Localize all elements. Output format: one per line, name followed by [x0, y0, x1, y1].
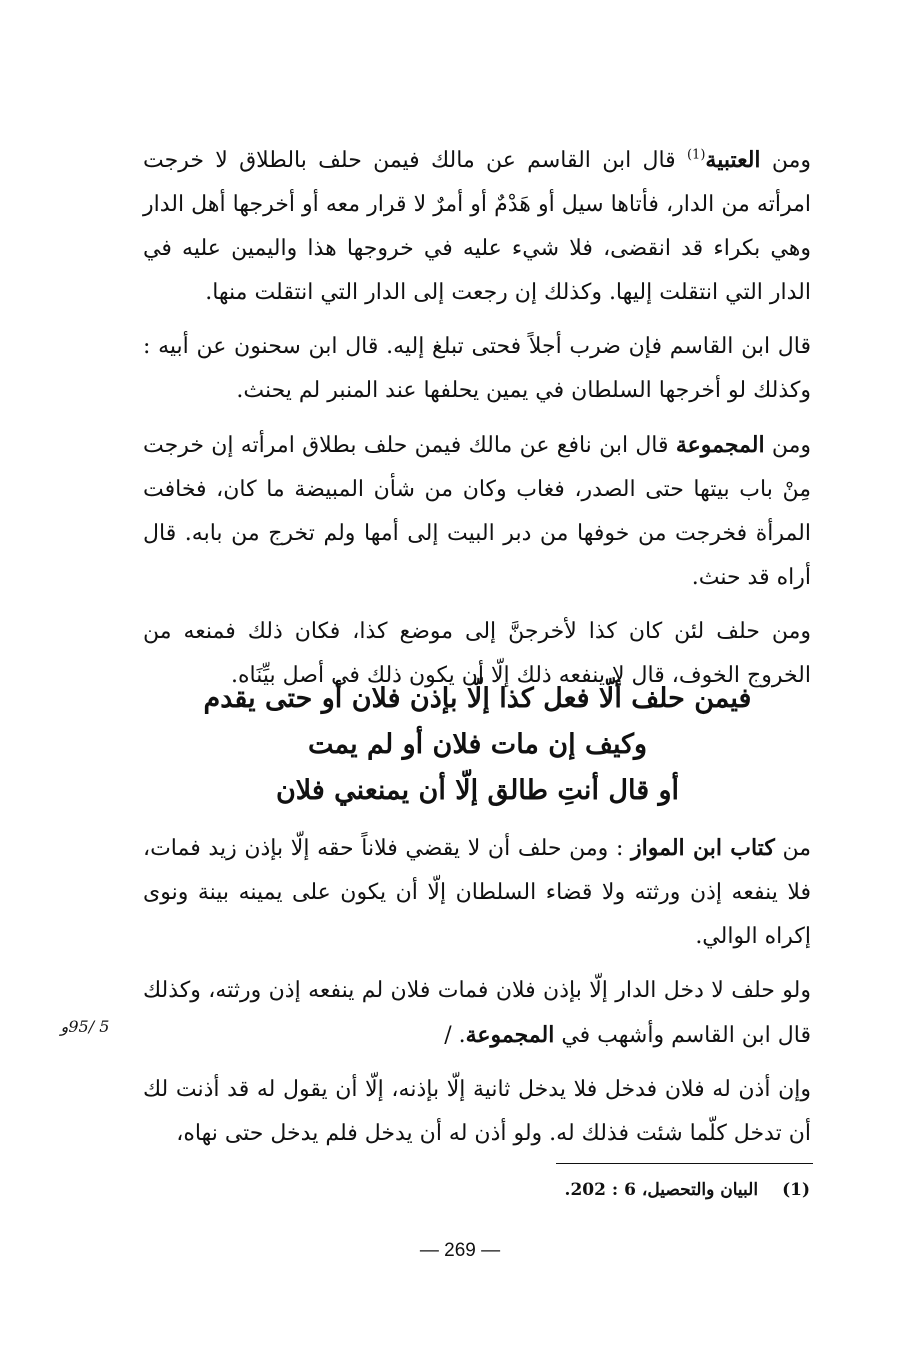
- source-name-utbiyya: العتبية: [705, 147, 761, 173]
- paragraph-6: [143, 969, 811, 1058]
- body-text-bottom: [143, 826, 811, 1156]
- paragraph-4-text: ومن حلف لئن كان كذا لأخرجنَّ إلى موضع كذا، فكان ذلك فمنعه من الخروج الخوف، قال لا ينفعه ذلك إلّا أن يكون ذلك في أصل بيِّنَاه.: [143, 619, 811, 688]
- footnote-divider: [556, 1163, 813, 1164]
- paragraph-3: [143, 423, 811, 600]
- footnote: [460, 1175, 810, 1205]
- paragraph-5-text: : ومن حلف أن لا يقضي فلاناً حقه إلّا بإذن زيد فمات، فلا ينفعه إذن ورثته ولا قضاء السلطان إلّا أن يكون على يمينه بينة ونوى إكراه الوالي.: [143, 836, 811, 949]
- heading-line-1: فيمن حلف ألّا فعل كذا إلّا بإذن فلان أو حتى يقدم: [203, 683, 752, 714]
- footnote-ref: (1): [686, 147, 706, 163]
- paragraph-5-lead: من: [774, 836, 811, 861]
- paragraph-7-text: وإن أذن له فلان فدخل فلا يدخل ثانية إلّا بإذنه، إلّا أن يقول له قد أذنت لك أن تدخل كلّما شئت فذلك له. ولو أذن له أن يدخل فلم يدخل حتى نهاه،: [143, 1077, 811, 1146]
- paragraph-6-tail: . /: [444, 1023, 466, 1048]
- source-name-ibn-mawwaz: كتاب ابن المواز: [631, 835, 775, 861]
- paragraph-5: [143, 826, 811, 959]
- source-name-majmua: المجموعة: [675, 432, 765, 458]
- footnote-text: البيان والتحصيل، 6 : 202.: [564, 1180, 759, 1200]
- paragraph-1-text: قال ابن القاسم عن مالك فيمن حلف بالطلاق لا خرجت امرأته من الدار، فأتاها سيل أو هَدْمٌ أو أمرٌ لا قرار معه أو أخرجها أهل الدار وهي بكراء قد انقضى، فلا شيء عليه في خروجها هذا واليمين عليه في الدار التي انتقلت إليها. وكذلك إن رجعت إلى الدار التي انتقلت منها.: [143, 148, 811, 305]
- page-number: — 269 —: [419, 1240, 501, 1261]
- footnote-number: (1): [782, 1180, 810, 1200]
- paragraph-1: [143, 138, 811, 315]
- heading-line-2: وكيف إن مات فلان أو لم يمت: [307, 729, 648, 760]
- paragraph-2-text: قال ابن القاسم فإن ضرب أجلاً فحتى تبلغ إليه. قال ابن سحنون عن أبيه : وكذلك لو أخرجها السلطان في يمين يحلفها عند المنبر لم يحنث.: [143, 334, 811, 403]
- paragraph-7: [143, 1068, 811, 1156]
- paragraph-3-text: قال ابن نافع عن مالك فيمن حلف بطلاق امرأته إن خرجت مِنْ باب بيتها حتى الصدر، فغاب وكان من شأن المبيضة ما كان، فخافت المرأة فخرجت من خوفها من دبر البيت إلى أمها ولم تخرج من بابه. قال أراه قد حنث.: [143, 433, 811, 590]
- heading-line-3: أو قال أنتِ طالق إلّا أن يمنعني فلان: [275, 775, 680, 806]
- body-text-top: [143, 138, 811, 698]
- margin-folio-note: 5 /95و: [60, 1017, 110, 1036]
- section-heading: [140, 676, 815, 814]
- paragraph-3-lead: ومن: [764, 433, 811, 458]
- source-name-majmua-2: المجموعة: [465, 1022, 555, 1048]
- paragraph-1-lead: ومن: [760, 148, 811, 173]
- paragraph-6-text: ولو حلف لا دخل الدار إلّا بإذن فلان فمات فلان لم ينفعه إذن ورثته، وكذلك قال ابن القاسم وأشهب في: [143, 978, 811, 1048]
- paragraph-2: [143, 325, 811, 413]
